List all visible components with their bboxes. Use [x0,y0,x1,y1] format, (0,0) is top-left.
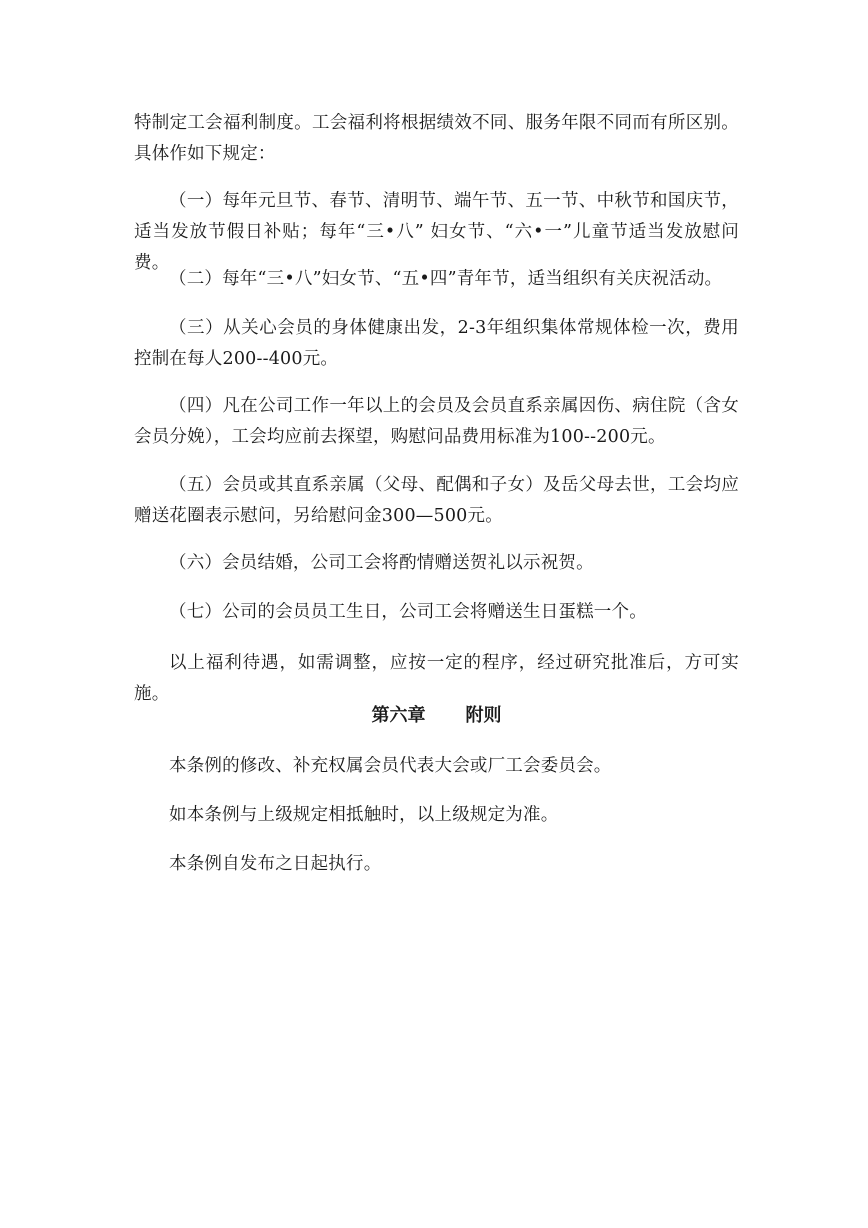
intro-paragraph: 特制定工会福利制度。工会福利将根据绩效不同、服务年限不同而有所区别。具体作如下规定： [134,113,739,164]
chapter-number: 第六章 [371,705,426,726]
appendix-item-2: 如本条例与上级规定相抵触时，以上级规定为准。 [169,805,559,825]
welfare-item-4: （四）凡在公司工作一年以上的会员及会员直系亲属因伤、病住院（含女会员分娩），工会均应前去探望，购慰问品费用标准为100--200元。 [134,396,739,447]
welfare-item-3: （三）从关心会员的身体健康出发，2-3年组织集体常规体检一次，费用控制在每人200--400元。 [134,318,739,369]
chapter-heading [134,700,739,731]
appendix-item-3: 本条例自发布之日起执行。 [169,854,382,874]
welfare-item-7: （七）公司的会员员工生日，公司工会将赠送生日蛋糕一个。 [169,602,647,622]
welfare-item-5: （五）会员或其直系亲属（父母、配偶和子女）及岳父母去世，工会均应赠送花圈表示慰问，另给慰问金300—500元。 [134,475,739,526]
appendix-item-1: 本条例的修改、补充权属会员代表大会或厂工会委员会。 [169,756,612,776]
welfare-item-1: （一）每年元旦节、春节、清明节、端午节、五一节、中秋节和国庆节，适当发放节假日补贴；每年“三•八” 妇女节、“六•一”儿童节适当发放慰问费。 [134,191,739,273]
welfare-item-6: （六）会员结婚，公司工会将酌情赠送贺礼以示祝贺。 [169,553,594,573]
closing-paragraph: 以上福利待遇，如需调整，应按一定的程序，经过研究批准后，方可实施。 [134,653,739,704]
welfare-item-2: （二）每年“三•八”妇女节、“五•四”青年节，适当组织有关庆祝活动。 [169,269,723,289]
chapter-title: 附则 [465,705,502,726]
